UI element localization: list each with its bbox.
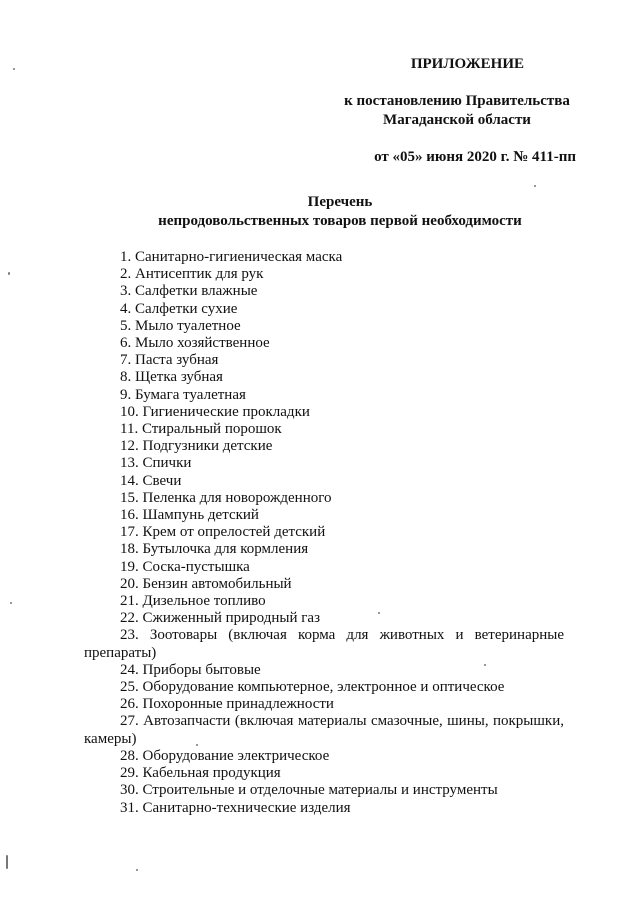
list-item: 2. Антисептик для рук [120, 266, 264, 283]
list-item: 9. Бумага туалетная [120, 386, 246, 403]
list-item: 30. Строительные и отделочные материалы и инструменты [120, 782, 498, 799]
list-item: 12. Подгузники детские [120, 438, 273, 455]
scan-speck [484, 664, 486, 666]
appendix-region-line: Магаданской области [383, 112, 531, 128]
list-item: 3. Салфетки влажные [120, 283, 258, 300]
scan-speck [378, 612, 380, 614]
list-item: 19. Соска-пустышка [120, 558, 250, 575]
list-item: 20. Бензин автомобильный [120, 575, 292, 592]
list-item: 14. Свечи [120, 472, 182, 489]
list-item: 5. Мыло туалетное [120, 317, 241, 334]
list-item: 29. Кабельная продукция [120, 765, 281, 782]
list-item: 25. Оборудование компьютерное, электронное и оптическое [120, 679, 505, 696]
heading-title: Перечень [307, 194, 373, 210]
document-heading [0, 193, 640, 231]
list-item: 18. Бутылочка для кормления [120, 541, 309, 558]
list-item: 28. Оборудование электрическое [120, 747, 330, 764]
appendix-block [278, 55, 578, 167]
appendix-date-line: от «05» июня 2020 г. № 411-пп [374, 149, 576, 165]
heading-subtitle: непродовольственных товаров первой необходимости [158, 213, 522, 229]
scan-speck [534, 185, 536, 187]
list-item: 10. Гигиенические прокладки [120, 403, 310, 420]
scan-speck [136, 869, 138, 871]
list-item: 27. Автозапчасти (включая материалы смазочные, шины, покрышки, камеры) [84, 713, 564, 747]
list-item: 11. Стиральный порошок [120, 421, 282, 438]
list-item: 23. Зоотовары (включая корма для животных и ветеринарные препараты) [84, 627, 564, 661]
scan-speck [13, 68, 15, 70]
goods-list [84, 249, 564, 817]
list-item: 31. Санитарно-технические изделия [120, 799, 351, 816]
list-item: 24. Приборы бытовые [120, 661, 261, 678]
list-item: 17. Крем от опрелостей детский [120, 524, 326, 541]
list-item: 6. Мыло хозяйственное [120, 335, 270, 352]
scan-speck [10, 602, 12, 604]
appendix-title: ПРИЛОЖЕНИЕ [410, 56, 524, 72]
list-item: 1. Санитарно-гигиеническая маска [120, 249, 343, 265]
list-item: 22. Сжиженный природный газ [120, 610, 321, 627]
list-item: 21. Дизельное топливо [120, 593, 266, 610]
list-item: 4. Салфетки сухие [120, 300, 238, 317]
list-item: 15. Пеленка для новорожденного [120, 489, 332, 506]
scan-speck [8, 272, 10, 275]
appendix-decree-line: к постановлению Правительства [344, 93, 570, 109]
scan-speck [196, 744, 198, 746]
list-item: 16. Шампунь детский [120, 507, 259, 524]
list-item: 26. Похоронные принадлежности [120, 696, 334, 713]
list-item: 8. Щетка зубная [120, 369, 223, 386]
scan-speck [6, 855, 8, 869]
list-item: 7. Паста зубная [120, 352, 219, 369]
list-item: 13. Спички [120, 455, 192, 472]
